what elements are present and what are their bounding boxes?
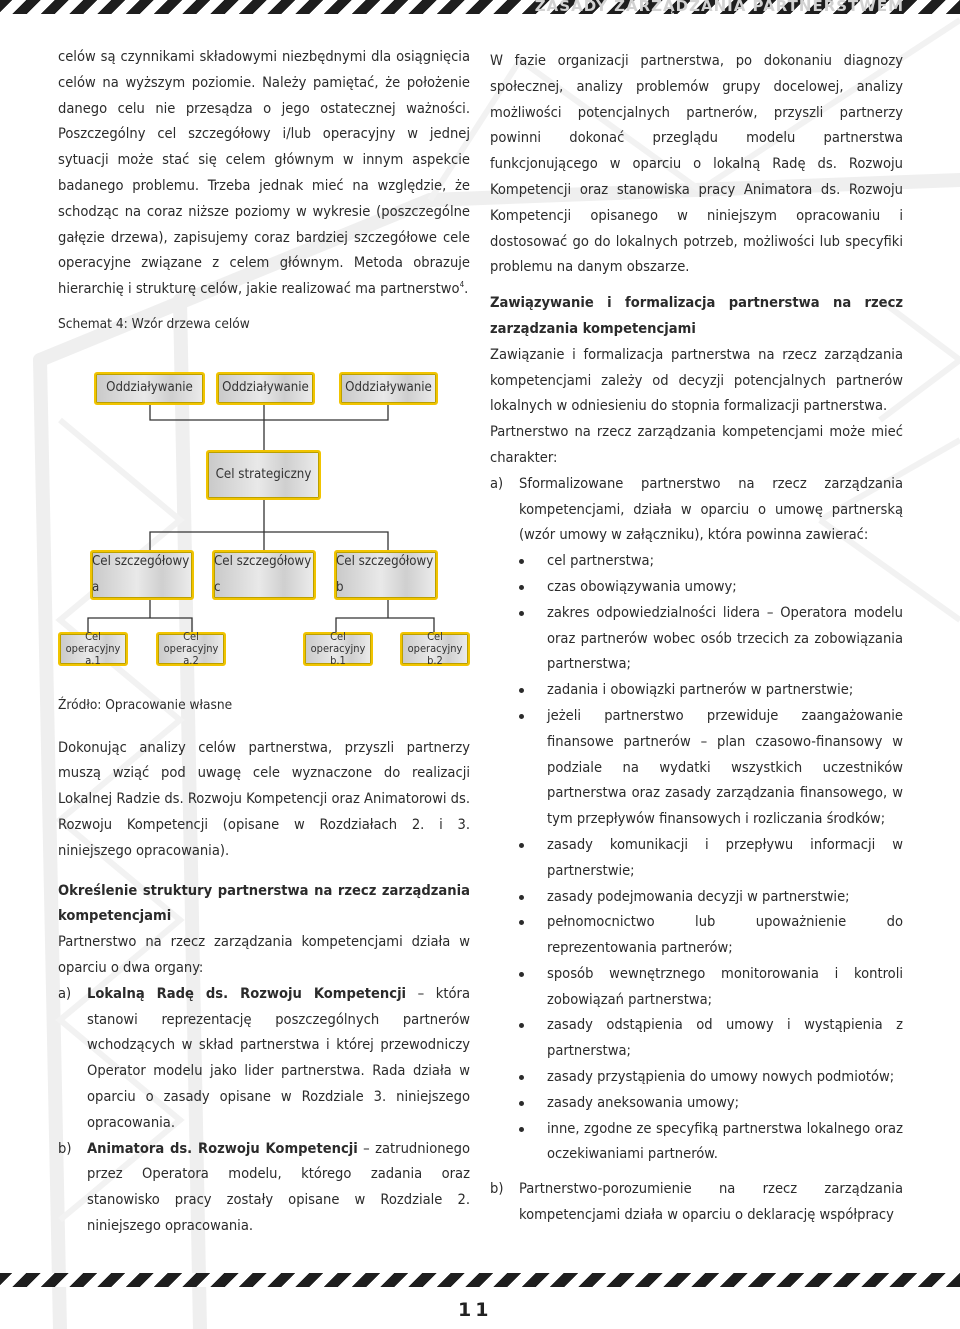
page-number: 11 <box>458 1299 493 1321</box>
list-item: inne, zgodne ze specyfiką partnerstwa lokalnego oraz oczekiwaniami partnerów. <box>533 1116 903 1168</box>
diagram-source: Źródło: Opracowanie własne <box>58 696 233 713</box>
agreement-contents-list <box>533 548 903 1167</box>
left-paragraph-2: Dokonując analizy celów partnerstwa, przyszli partnerzy muszą wziąć pod uwagę cele wyznaczone do realizacji Lokalnej Radzie ds. Rozwoju Kompetencji oraz Animatorowi ds. Rozwoju Kompetencji (opisane w Rozdziałach 2. i 3. niniejszego opracowania). <box>58 738 470 859</box>
goal-tree-diagram <box>58 338 470 694</box>
list-item: zasady podejmowania decyzji w partnerstwie; <box>533 884 903 910</box>
impact-box-2: Oddziaływanie <box>216 372 315 405</box>
running-header: ZASADY ZARZĄDZANIA PARTNERSTWEM <box>534 0 904 15</box>
left-paragraph-3: Partnerstwo na rzecz zarządzania kompetencjami działa w oparciu o dwa organy: <box>58 933 470 976</box>
impact-box-1: Oddziaływanie <box>94 372 205 405</box>
organ-item-b: b) Animatora ds. Rozwoju Kompetencji – zatrudnionego przez Operatora modelu, którego zadania oraz stanowisko pracy zostały opisane w Rozdziale 2. niniejszego opracowania. <box>58 1139 470 1234</box>
heading-formalization: Zawiązywanie i formalizacja partnerstwa na rzecz zarządzania kompetencjami <box>490 294 903 337</box>
list-item: zasady komunikacji i przepływu informacji w partnerstwie; <box>533 832 903 884</box>
right-column <box>490 48 903 1228</box>
strategic-goal-box: Cel strategiczny <box>206 450 321 500</box>
list-item: pełnomocnictwo lub upoważnienie do reprezentowania partnerów; <box>533 909 903 961</box>
operational-goal-a1-box: Cel operacyjny a.1 <box>58 632 128 666</box>
list-item: zadania i obowiązki partnerów w partnerstwie; <box>533 677 903 703</box>
list-item: zasady aneksowania umowy; <box>533 1090 903 1116</box>
heading-structure: Określenie struktury partnerstwa na rzecz zarządzania kompetencjami <box>58 881 470 925</box>
list-item: sposób wewnętrznego monitorowania i kontroli zobowiązań partnerstwa; <box>533 961 903 1013</box>
impact-box-3: Oddziaływanie <box>339 372 438 405</box>
character-item-b: b) Partnerstwo-porozumienie na rzecz zarządzania kompetencjami działa w oparciu o deklarację współpracy <box>490 1180 903 1224</box>
left-paragraph-1: celów są czynnikami składowymi niezbędnymi dla osiągnięcia celów na wyższym poziomie. Należy pamiętać, że położenie danego celu nie przesądza o jego ostatecznej ważności. Poszczególny cel szczegółowy i/lub operacyjny w jednej sytuacji może stać się celem głównym w innym aspekcie badanego problemu. Trzeba jednak mieć na względzie, że schodząc na coraz niższe poziomy w wykresie (poszczególne gałęzie drzewa), zapisujemy coraz bardziej szczegółowe cele operacyjne związane z celem głównym. Metoda obrazuje hierarchię i strukturę celów, jakie realizować ma partnerstwo$^4$. <box>58 48 470 298</box>
hazard-stripe-bottom <box>0 1273 960 1287</box>
schema-caption: Schemat 4: Wzór drzewa celów <box>58 315 250 332</box>
list-item: zakres odpowiedzialności lidera – Operatora modelu oraz partnerów wobec osób trzecich za zobowiązania partnerstwa; <box>533 600 903 677</box>
list-item: zasady przystąpienia do umowy nowych podmiotów; <box>533 1064 903 1090</box>
specific-goal-b-box: Cel szczegółowy b <box>334 550 438 600</box>
character-item-a: a) Sformalizowane partnerstwo na rzecz zarządzania kompetencjami, działa w oparciu o umowę partnerską (wzór umowy w załączniku), która powinna zawierać: cel partnerstwa; czas obowiązywania umowy; zakres odpowiedzialności lidera – Operatora modelu oraz partnerów wobec osób trzecich za zobowiązania partnerstwa; zadania i obowiązki partnerów w partnerstwie; jeżeli partnerstwo przewiduje zaangażowanie finansowe partnerów – plan czasowo-finansowy w podziale na wydatki wszystkich uczestników partnerstwa oraz zasady zarządzania finansowego, w tym przepływów finansowych i rozliczania środków; zasady komunikacji i przepływu informacji w partnerstwie; zasady podejmowania decyzji w partnerstwie; pełnomocnictwo lub upoważnienie do reprezentowania partnerów; sposób wewnętrznego monitorowania i kontroli zobowiązań partnerstwa; zasady odstąpienia od umowy i wystąpienia z partnerstwa; zasady przystąpienia do umowy nowych podmiotów; zasady aneksowania umowy; inne, zgodne ze specyfiką partnerstwa lokalnego oraz oczekiwaniami partnerów. <box>490 471 903 1168</box>
list-item: czas obowiązywania umowy; <box>533 574 903 600</box>
list-item: zasady odstąpienia od umowy i wystąpienia z partnerstwa; <box>533 1012 903 1064</box>
right-paragraph-3: Partnerstwo na rzecz zarządzania kompetencjami może mieć charakter: <box>490 423 903 466</box>
character-list <box>490 471 903 1228</box>
operational-goal-b1-box: Cel operacyjny b.1 <box>303 632 373 666</box>
list-item: cel partnerstwa; <box>533 548 903 574</box>
list-item: jeżeli partnerstwo przewiduje zaangażowanie finansowe partnerów – plan czasowo-finansowy w podziale na wydatki wszystkich uczestników partnerstwa oraz zasady zarządzania finansowego, w tym przepływów finansowych i rozliczania środków; <box>533 703 903 832</box>
operational-goal-a2-box: Cel operacyjny a.2 <box>156 632 226 666</box>
specific-goal-a-box: Cel szczegółowy a <box>90 550 194 600</box>
specific-goal-c-box: Cel szczegółowy c <box>212 550 316 600</box>
left-column <box>58 44 470 1239</box>
footnote-ref[interactable]: 4 <box>459 280 465 290</box>
right-paragraph-2: Zawiązanie i formalizacja partnerstwa na rzecz zarządzania kompetencjami zależy od decyzji potencjalnych partnerów lokalnych w odniesieniu do stopnia formalizacji partnerstwa. <box>490 345 903 415</box>
organs-list <box>58 981 470 1239</box>
organ-item-a: a) Lokalną Radę ds. Rozwoju Kompetencji – która stanowi reprezentację poszczególnych partnerów wchodzących w skład partnerstwa i której przewodniczy Operator modelu jako lider partnerstwa. Rada działa w oparciu o zasady opisane w Rozdziale 3. niniejszego opracowania. <box>58 984 470 1131</box>
operational-goal-b2-box: Cel operacyjny b.2 <box>400 632 470 666</box>
right-paragraph-1: W fazie organizacji partnerstwa, po dokonaniu diagnozy społecznej, analizy problemów grupy docelowej, analizy możliwości potencjalnych partnerów, przyszli partnerzy powinni dokonać przeglądu modelu partnerstwa funkcjonującego w oparciu o lokalną Radę ds. Rozwoju Kompetencji oraz stanowiska pracy Animatora ds. Rozwoju Kompetencji opisanego w niniejszym opracowaniu i dostosować go do lokalnych potrzeb, możliwości lub specyfiki problemu na danym obszarze. <box>490 52 903 276</box>
